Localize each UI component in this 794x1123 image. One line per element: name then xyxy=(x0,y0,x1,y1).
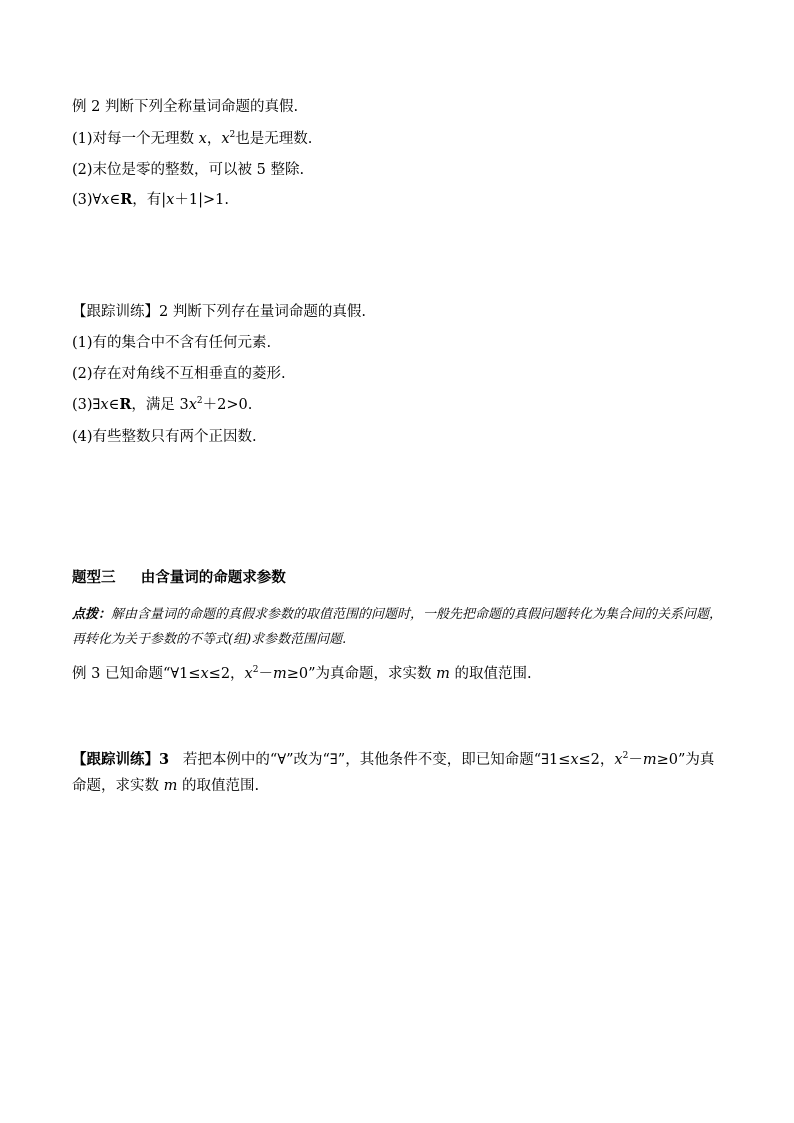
var-m: m xyxy=(272,666,287,682)
var-x: x xyxy=(570,752,579,768)
practice-label: 【跟踪训练】3 xyxy=(72,751,170,768)
text-segment: ＋1|>1. xyxy=(174,192,229,208)
text-segment: ，有| xyxy=(132,192,167,208)
example2-item3 xyxy=(72,190,229,210)
section3-heading: 题型三 由含量词的命题求参数 xyxy=(72,569,286,586)
text-segment: 例 3 已知命题“∀1≤ xyxy=(72,666,201,682)
var-x: x xyxy=(166,192,175,208)
text-segment: 的取值范围. xyxy=(449,666,532,682)
text-segment: (3)∀ xyxy=(72,192,102,208)
var-m: m xyxy=(436,666,450,682)
text-segment: ∈ xyxy=(109,192,121,208)
practice3-text xyxy=(72,747,724,799)
var-m: m xyxy=(642,752,657,768)
superscript: 2 xyxy=(229,130,236,140)
text-segment: ≤2， xyxy=(208,666,245,682)
text-segment: ≤2， xyxy=(578,752,615,768)
var-x: x xyxy=(614,752,623,768)
text-segment: ＋2>0. xyxy=(202,397,253,413)
text-segment: － xyxy=(258,666,273,682)
practice-label: 【跟踪训练】 xyxy=(72,304,159,320)
text-segment: ≥0”为真命题，求实数 xyxy=(286,666,437,682)
var-x: x xyxy=(244,666,253,682)
practice2-item1: (1)有的集合中不含有任何元素. xyxy=(72,335,272,351)
text-segment: (3)∃ xyxy=(72,397,101,413)
practice2-item3 xyxy=(72,395,252,415)
practice2-item2: (2)存在对角线不互相垂直的菱形. xyxy=(72,366,286,382)
text-segment: 也是无理数. xyxy=(235,131,313,147)
example2-item2: (2)末位是零的整数，可以被 5 整除. xyxy=(72,162,305,178)
text-segment: ，满足 3 xyxy=(131,397,189,413)
text-segment: 若把本例中的“∀”改为“∃”，其他条件不变，即已知命题“∃1≤ xyxy=(169,752,571,768)
var-x: x xyxy=(100,397,109,413)
text-segment: ∈ xyxy=(108,397,120,413)
superscript: 2 xyxy=(252,665,259,675)
var-x: x xyxy=(200,666,209,682)
text-segment: 的取值范围. xyxy=(177,778,260,794)
text-segment: (1)对每一个无理数 xyxy=(72,131,199,147)
text-segment: ， xyxy=(206,131,222,147)
var-m: m xyxy=(163,778,178,794)
tip-label: 点拨： xyxy=(72,607,112,622)
text-segment: ≥0”为真命题，求实数 xyxy=(72,752,715,794)
example2-title: 例 2 判断下列全称量词命题的真假. xyxy=(72,99,299,115)
var-x: x xyxy=(221,131,230,147)
var-x: x xyxy=(188,397,197,413)
example2-item1 xyxy=(72,129,312,149)
set-R: R xyxy=(120,191,133,208)
text-segment: － xyxy=(628,752,643,768)
practice2-title xyxy=(72,302,366,322)
superscript: 2 xyxy=(196,396,203,406)
var-x: x xyxy=(198,131,207,147)
var-x: x xyxy=(101,192,110,208)
practice2-item4: (4)有些整数只有两个正因数. xyxy=(72,429,257,445)
tip-text: 解由含量词的命题的真假求参数的取值范围的问题时，一般先把命题的真假问题转化为集合间的关系问题，再转化为关于参数的不等式(组)求参数范围问题. xyxy=(72,607,723,647)
text-segment: 2 判断下列存在量词命题的真假. xyxy=(159,304,366,320)
set-R: R xyxy=(119,396,132,413)
superscript: 2 xyxy=(622,751,629,761)
example3-text xyxy=(72,664,532,684)
section3-tip xyxy=(72,602,724,652)
